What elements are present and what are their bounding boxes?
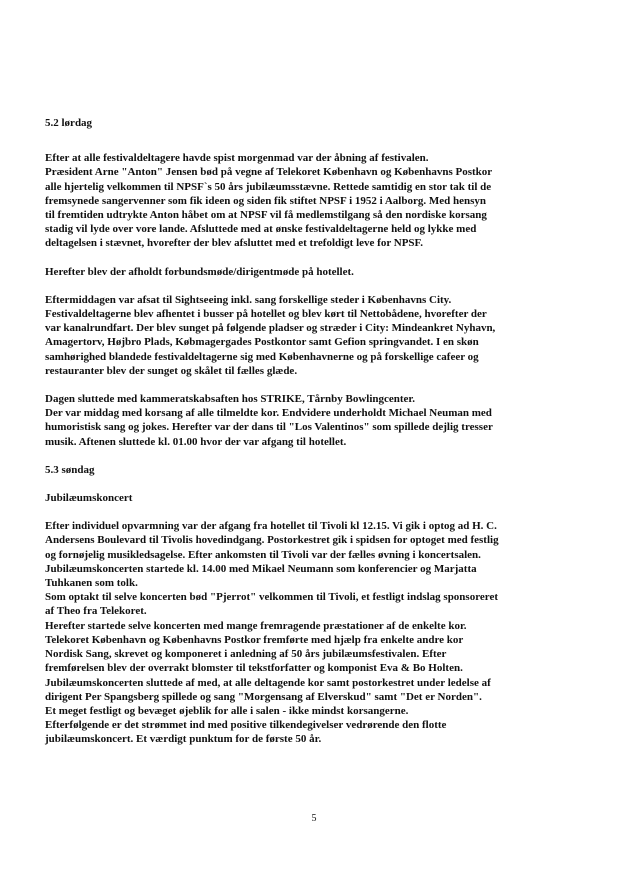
paragraph-concert [45,519,593,746]
text-line: Jubilæumskoncerten startede kl. 14.00 med Mikael Neumann som konferencier og Marjatta [45,562,477,575]
text-line: Amagertorv, Højbro Plads, Købmagergades Postkontor samt Gefion springvandet. I en skøn [45,336,479,349]
text-line: Præsident Arne "Anton" Jensen bød på vegne af Telekoret København og Københavns Postkor [45,166,493,179]
text-line: Efter at alle festivaldeltagere havde spist morgenmad var der åbning af festivalen. [45,152,429,165]
text-line: Tuhkanen som tolk. [45,577,138,590]
page-number: 5 [311,813,317,824]
text-line: alle hjertelig velkommen til NPSF`s 50 års jubilæumsstævne. Rettede samtidig en stor tak til de [45,180,492,193]
text-line: Der var middag med korsang af alle tilmeldte kor. Endvidere underholdt Michael Neuman med [45,407,492,420]
text-line: deltagelsen i stævnet, hvorefter der blev afsluttet med et trefoldigt leve for NPSF. [45,237,424,250]
paragraph-sightseeing [45,293,593,378]
text-line: Jubilæumskoncerten sluttede af med, at alle deltagende kor samt postorkestret under ledelse af [45,676,491,689]
text-line: restauranter blev der sunget og skålet til fælles glæde. [45,364,298,377]
text-line: Nordisk Sang, skrevet og komponeret i anledning af 50 års jubilæumsfestivalen. Efter [45,648,447,661]
text-line: Telekoret København og Københavns Postkor fremførte med hjælp fra enkelte andre kor [45,633,464,646]
paragraph-opening [45,151,593,250]
section-heading-5-3: 5.3 søndag [45,463,95,476]
text-line: jubilæumskoncert. Et værdigt punktum for de første 50 år. [45,733,322,746]
text-line: samhørighed blandede festivaldeltagerne sig med Københavnerne og på forskellige cafeer og [45,350,479,363]
text-line: og fornøjelig musikledsagelse. Efter ankomsten til Tivoli var der fælles øvning i koncertsalen. [45,548,481,561]
paragraph-evening [45,392,593,449]
text-line: dirigent Per Spangsberg spillede og sang "Morgensang af Elverskud" samt "Det er Norden". [45,690,482,703]
page-content [45,116,593,761]
text-line: Eftermiddagen var afsat til Sightseeing inkl. sang forskellige steder i Københavns City. [45,293,452,306]
section-heading-5-2: 5.2 lørdag [45,117,93,129]
text-line: var kanalrundfart. Der blev sunget på følgende pladser og stræder i City: Mindeankret Nyhavn, [45,322,496,335]
paragraph-meeting [45,265,593,279]
text-line: Herefter startede selve koncerten med mange fremragende præstationer af de enkelte kor. [45,619,467,632]
text-line: musik. Aftenen sluttede kl. 01.00 hvor der var afgang til hotellet. [45,435,347,448]
text-line: fremsynede sangervenner som fik ideen og siden fik stiftet NPSF i 1952 i Aalborg. Med hensyn [45,194,487,207]
text-line: Andersens Boulevard til Tivolis hovedindgang. Postorkestret gik i spidsen for optoget med festlig [45,534,499,547]
text-line: Et meget festligt og bevæget øjeblik for alle i salen - ikke mindst korsangerne. [45,704,409,717]
text-line: til fremtiden udtrykte Anton håbet om at NPSF vil få medlemstilgang så den nordiske korsang [45,209,487,222]
text-line: Herefter blev der afholdt forbundsmøde/dirigentmøde på hotellet. [45,265,354,278]
text-line: Som optakt til selve koncerten bød "Pjerrot" velkommen til Tivoli, et festligt indslag sponsoreret [45,591,499,604]
text-line: Festivaldeltagerne blev afhentet i busser på hotellet og blev kørt til Nettobådene, hvorefter der [45,308,487,321]
text-line: humoristisk sang og jokes. Herefter var der dans til "Los Valentinos" som spillede dejlig tresser [45,421,493,434]
text-line: fremførelsen blev der overrakt blomster til tekstforfatter og komponist Eva & Bo Holten. [45,662,463,675]
subheading-jubilee-concert: Jubilæumskoncert [45,492,133,505]
text-line: Efter individuel opvarmning var der afgang fra hotellet til Tivoli kl 12.15. Vi gik i optog ad H. C. [45,520,497,533]
text-line: Dagen sluttede med kammeratskabsaften hos STRIKE, Tårnby Bowlingcenter. [45,393,416,406]
text-line: Efterfølgende er det strømmet ind med positive tilkendegivelser vedrørende den flotte [45,719,447,732]
text-line: stadig vil lyde over vore lande. Afsluttede med at ønske festivaldeltagerne held og lykke med [45,223,477,236]
text-line: af Theo fra Telekoret. [45,605,147,618]
